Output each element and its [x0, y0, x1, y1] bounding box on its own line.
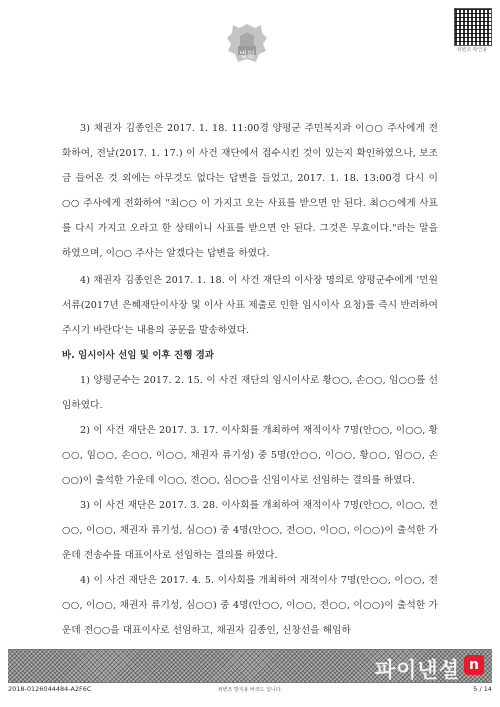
news-logo-icon: n: [464, 655, 484, 675]
court-emblem-icon: [226, 22, 268, 68]
page-number: 5 / 14: [473, 685, 492, 693]
document-body: [62, 116, 438, 643]
qr-code-icon: [454, 8, 492, 46]
document-id: 2018-0126044484-A2F6C: [8, 685, 92, 693]
qr-caption: 위변조 확인용: [456, 47, 488, 53]
barcode-note: 위변조 방지용 바코드 입니다.: [217, 687, 283, 693]
section-heading: 바. 임시이사 선임 및 이후 진행 경과: [62, 350, 215, 361]
emblem-label: 법원: [239, 50, 255, 59]
progress-paragraph-2: 2) 이 사건 재단은 2017. 3. 17. 이사회를 개최하여 재적이사 7명(안○○, 이○○, 황○○, 임○○, 손○○, 이○○, 채권자 류기성) 중 5명(안○○, 이○○, 황○○, 임○○, 손○○)이 출석한 가운데 이○○, 전○○, 심○○을 신임이사로 선임하는 결의를 하였다.: [62, 425, 438, 486]
paragraph-4: 4) 채권자 김종인은 2017. 1. 18. 이 사건 재단의 이사장 명의로 양평군수에게 '민원서류(2017년 은혜재단이사장 및 이사 사표 제출로 인한 임시이사 요청)를 즉시 반려하여 주시기 바란다'는 내용의 공문을 발송하였다.: [62, 275, 438, 336]
paragraph-3: 3) 채권자 김종인은 2017. 1. 18. 11:00경 양평군 주민복지과 이○○ 주사에게 전화하여, 전날(2017. 1. 17.) 이 사건 재단에서 접수시킨 것이 있는지 확인하였으나, 보조금 들어온 것 외에는 아무것도 없다는 답변을 들었고, 2017. 1. 18. 13:00경 다시 이○○ 주사에게 전화하여 "최○○ 이 가지고 오는 사표를 받으면 안 된다. 최○○에게 사표를 다시 가지고 오라고 한 상태이니 사표를 받으면 안 된다. 그것은 무효이다."라는 말을 하였으며, 이○○ 주사는 알겠다는 답변을 하였다.: [62, 123, 438, 259]
news-watermark: 파이낸셜: [374, 658, 460, 682]
progress-paragraph-1: 1) 양평군수는 2017. 2. 15. 이 사건 재단의 임시이사로 황○○, 손○○, 임○○를 선임하였다.: [62, 375, 438, 411]
progress-paragraph-4: 4) 이 사건 재단은 2017. 4. 5. 이사회를 개최하여 재적이사 7명(안○○, 이○○, 전○○, 이○○, 채권자 류기성, 심○○) 중 4명(안○○, 이○○, 전○○, 이○○)이 출석한 가운데 전○○을 대표이사로 선임하고, 채권자 김종인, 신창선을 해임하: [62, 575, 438, 636]
progress-paragraph-3: 3) 이 사건 재단은 2017. 3. 28. 이사회를 개최하여 재적이사 7명(안○○, 이○○, 전○○, 이○○, 채권자 류기성, 심○○) 중 4명(안○○, 전○○, 이○○, 이○○)이 출석한 가운데 전송수를 대표이사로 선임하는 결의를 하였다.: [62, 500, 438, 561]
anti-forgery-barcode-band: [8, 649, 492, 683]
